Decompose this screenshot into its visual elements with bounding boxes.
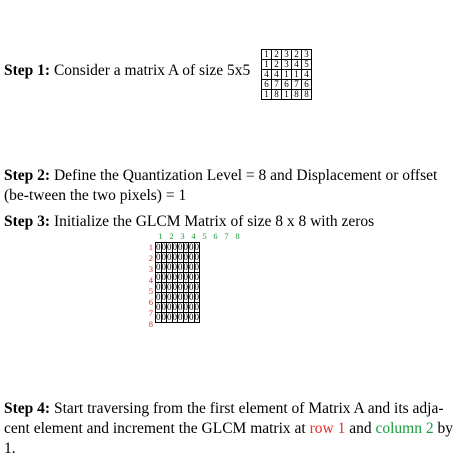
- matrix-a-cell: 2: [292, 50, 302, 60]
- glcm-cell: 0: [161, 312, 166, 322]
- matrix-a-row: [262, 80, 312, 90]
- matrix-a-cell: 2: [272, 50, 282, 60]
- glcm-cell: 0: [194, 292, 199, 302]
- matrix-a-cell: 1: [262, 50, 272, 60]
- glcm-cell: 0: [156, 312, 161, 322]
- glcm-cell: 0: [167, 272, 172, 282]
- glcm-row-label: 5: [148, 286, 153, 296]
- matrix-a-row: [262, 90, 312, 100]
- glcm-cell: 0: [189, 302, 194, 312]
- step-4-text-a: Start traversing from the first element of Matrix A and its adja-cent element and increment the GLCM matrix at: [4, 400, 444, 437]
- step-3-paragraph: [4, 212, 374, 232]
- glcm-column-label: 4: [191, 231, 196, 241]
- glcm-cell: 0: [183, 302, 188, 312]
- glcm-cell: 0: [172, 242, 177, 252]
- glcm-cell: 0: [172, 302, 177, 312]
- glcm-cell: 0: [167, 302, 172, 312]
- step-4-text-b: and: [345, 420, 376, 437]
- matrix-a-cell: 1: [262, 60, 272, 70]
- glcm-column-label: 3: [180, 231, 185, 241]
- glcm-cell: 0: [156, 272, 161, 282]
- matrix-a-cell: 2: [272, 60, 282, 70]
- glcm-column-label: 5: [202, 231, 207, 241]
- glcm-cell: 0: [189, 292, 194, 302]
- glcm-cell: 0: [172, 312, 177, 322]
- glcm-column-label: 7: [224, 231, 229, 241]
- glcm-cell: 0: [167, 242, 172, 252]
- glcm-cell: 0: [156, 302, 161, 312]
- matrix-a-cell: 8: [302, 90, 312, 100]
- matrix-a-cell: 1: [292, 70, 302, 80]
- step-1-paragraph: [4, 61, 250, 81]
- glcm-row: [156, 283, 200, 293]
- glcm-cell: 0: [172, 292, 177, 302]
- matrix-a-cell: 7: [272, 80, 282, 90]
- glcm-cell: 0: [189, 272, 194, 282]
- step-1-label: Step 1:: [4, 62, 51, 79]
- glcm-cell: 0: [172, 272, 177, 282]
- glcm-cell: 0: [178, 272, 183, 282]
- matrix-a-row: [262, 70, 312, 80]
- matrix-a-cell: 1: [282, 90, 292, 100]
- matrix-a-cell: 5: [302, 60, 312, 70]
- glcm-cell: 0: [183, 292, 188, 302]
- glcm-cell: 0: [167, 312, 172, 322]
- matrix-a-cell: 4: [262, 70, 272, 80]
- glcm-column-label: 6: [213, 231, 218, 241]
- glcm-cell: 0: [172, 282, 177, 292]
- matrix-a-cell: 6: [262, 80, 272, 90]
- step-3-text: Initialize the GLCM Matrix of size 8 x 8 with zeros: [50, 213, 375, 230]
- glcm-row: [156, 293, 200, 303]
- glcm-row: [156, 313, 200, 323]
- matrix-a-cell: 8: [292, 90, 302, 100]
- glcm-column-label: 2: [169, 231, 174, 241]
- glcm-grid: [155, 242, 200, 323]
- step-2-label: Step 2:: [4, 167, 51, 184]
- glcm-cell: 0: [161, 252, 166, 262]
- glcm-cell: 0: [178, 242, 183, 252]
- glcm-cell: 0: [183, 262, 188, 272]
- matrix-a-cell: 1: [262, 90, 272, 100]
- step-1-text: Consider a matrix A of size 5x5: [50, 62, 251, 79]
- glcm-cell: 0: [183, 242, 188, 252]
- glcm-cell: 0: [178, 292, 183, 302]
- glcm-cell: 0: [167, 262, 172, 272]
- glcm-row-label: 3: [148, 264, 153, 274]
- matrix-a-cell: 1: [282, 70, 292, 80]
- matrix-a-cell: 7: [292, 80, 302, 90]
- glcm-cell: 0: [189, 312, 194, 322]
- step-2-paragraph: [4, 166, 466, 206]
- glcm-cell: 0: [194, 262, 199, 272]
- glcm-cell: 0: [156, 292, 161, 302]
- glcm-cell: 0: [183, 282, 188, 292]
- matrix-a-cell: 6: [302, 80, 312, 90]
- glcm-cell: 0: [183, 252, 188, 262]
- glcm-cell: 0: [189, 242, 194, 252]
- glcm-row-label: 6: [148, 297, 153, 307]
- matrix-a-row: [262, 60, 312, 70]
- matrix-a-cell: 3: [302, 50, 312, 60]
- glcm-cell: 0: [156, 242, 161, 252]
- glcm-row: [156, 243, 200, 253]
- glcm-cell: 0: [156, 282, 161, 292]
- glcm-row-label: 8: [148, 319, 153, 329]
- glcm-row-label: 2: [148, 253, 153, 263]
- step-3-label: Step 3:: [4, 213, 51, 230]
- matrix-a-cell: 4: [302, 70, 312, 80]
- matrix-a-row: [262, 50, 312, 60]
- glcm-cell: 0: [161, 302, 166, 312]
- matrix-a-cell: 6: [282, 80, 292, 90]
- step-4-text-c: by 1.: [4, 420, 453, 457]
- step-4-label: Step 4:: [4, 400, 51, 417]
- glcm-cell: 0: [167, 252, 172, 262]
- matrix-a-cell: 3: [282, 60, 292, 70]
- glcm-cell: 0: [194, 272, 199, 282]
- glcm-row: [156, 263, 200, 273]
- matrix-a: [261, 49, 312, 100]
- glcm-cell: 0: [156, 252, 161, 262]
- glcm-cell: 0: [172, 252, 177, 262]
- glcm-cell: 0: [178, 312, 183, 322]
- glcm-cell: 0: [172, 262, 177, 272]
- glcm-column-labels: [155, 232, 243, 241]
- glcm-cell: 0: [194, 252, 199, 262]
- glcm-cell: 0: [194, 242, 199, 252]
- glcm-cell: 0: [167, 292, 172, 302]
- glcm-cell: 0: [194, 282, 199, 292]
- glcm-cell: 0: [178, 252, 183, 262]
- glcm-row: [156, 253, 200, 263]
- glcm-cell: 0: [156, 262, 161, 272]
- glcm-cell: 0: [183, 272, 188, 282]
- glcm-cell: 0: [167, 282, 172, 292]
- glcm-row: [156, 273, 200, 283]
- glcm-cell: 0: [178, 302, 183, 312]
- matrix-a-cell: 8: [272, 90, 282, 100]
- glcm-cell: 0: [189, 262, 194, 272]
- glcm-cell: 0: [161, 272, 166, 282]
- step-4-row-highlight: row 1: [309, 420, 346, 437]
- step-4-paragraph: [4, 399, 464, 459]
- glcm-cell: 0: [161, 262, 166, 272]
- glcm-cell: 0: [178, 262, 183, 272]
- matrix-a-cell: 3: [282, 50, 292, 60]
- glcm-row-label: 1: [148, 242, 153, 252]
- glcm-cell: 0: [194, 302, 199, 312]
- glcm-cell: 0: [161, 282, 166, 292]
- glcm-column-label: 1: [158, 231, 163, 241]
- glcm-cell: 0: [183, 312, 188, 322]
- matrix-a-cell: 4: [292, 60, 302, 70]
- glcm-row-labels: [145, 242, 153, 330]
- step-4-column-highlight: column 2: [375, 420, 434, 437]
- glcm-row: [156, 303, 200, 313]
- glcm-cell: 0: [178, 282, 183, 292]
- glcm-cell: 0: [194, 312, 199, 322]
- step-2-text: Define the Quantization Level = 8 and Displacement or offset (be-tween the two pixels) = 1: [4, 167, 438, 204]
- glcm-column-label: 8: [235, 231, 240, 241]
- glcm-cell: 0: [161, 292, 166, 302]
- glcm-cell: 0: [161, 242, 166, 252]
- glcm-cell: 0: [189, 252, 194, 262]
- glcm-cell: 0: [189, 282, 194, 292]
- matrix-a-cell: 4: [272, 70, 282, 80]
- glcm-row-label: 4: [148, 275, 153, 285]
- glcm-row-label: 7: [148, 308, 153, 318]
